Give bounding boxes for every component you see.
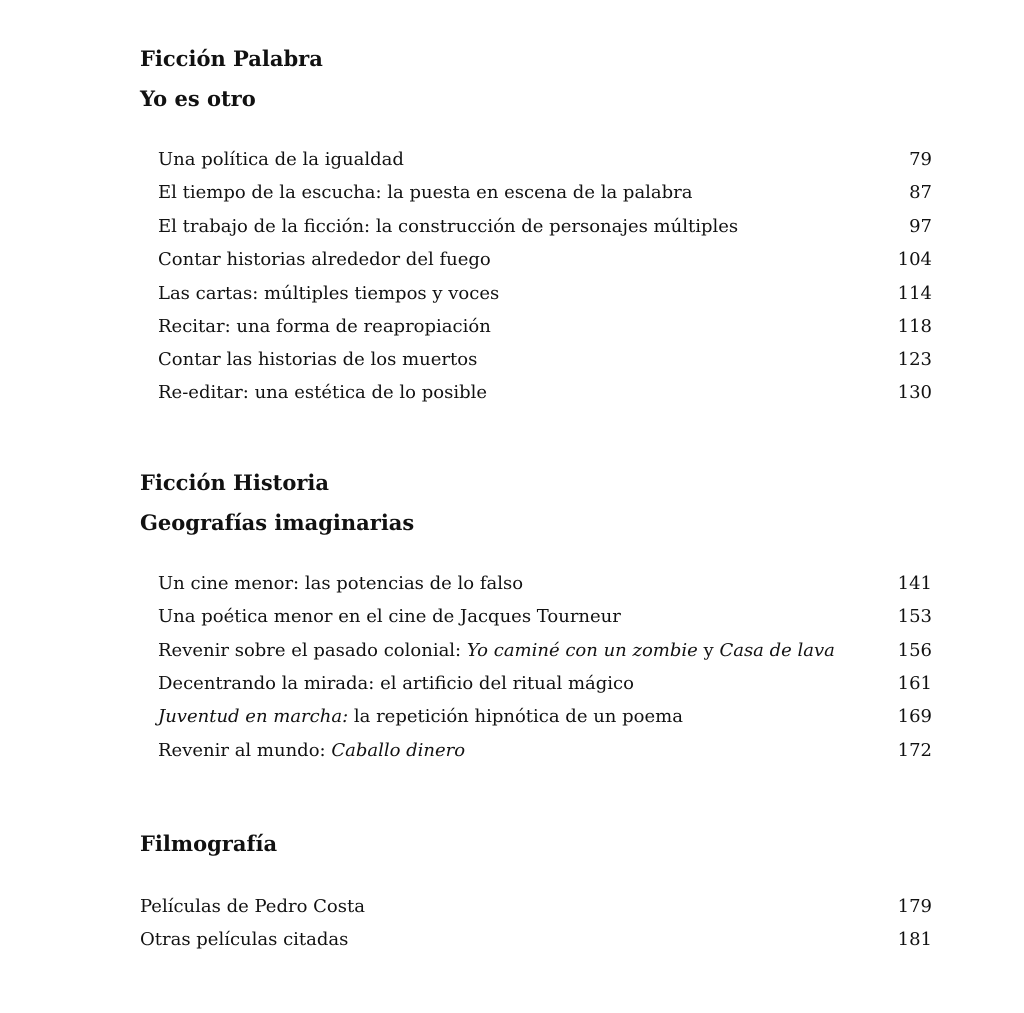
toc-entry[interactable]: [158, 212, 932, 242]
toc-entry[interactable]: [158, 378, 932, 408]
toc-entry-page: 179: [897, 896, 932, 917]
toc-entry-page: 130: [897, 382, 932, 403]
section-heading-ficcion-historia: Ficción Historia: [140, 470, 330, 495]
toc-entry[interactable]: [158, 636, 932, 666]
toc-entry-page: 97: [909, 216, 932, 237]
toc-entry[interactable]: [158, 602, 932, 632]
section-heading-filmografia: Filmografía: [140, 831, 278, 856]
toc-entry[interactable]: [140, 892, 932, 922]
toc-entry-title: Una política de la igualdad: [158, 149, 404, 170]
toc-entry-title: Contar las historias de los muertos: [158, 349, 478, 370]
toc-entry-page: 104: [897, 249, 932, 270]
toc-entry[interactable]: [158, 345, 932, 375]
toc-entry-title-part: Revenir al mundo:: [158, 740, 332, 761]
film-title-caballo-dinero: Caballo dinero: [331, 740, 466, 761]
toc-entry-page: 172: [897, 740, 932, 761]
toc-entry[interactable]: [158, 736, 932, 766]
toc-entry-page: 87: [909, 182, 932, 203]
toc-entry-title: Las cartas: múltiples tiempos y voces: [158, 283, 500, 304]
toc-entry-page: 156: [897, 640, 932, 661]
film-title-casa-de-lava: Casa de lava: [719, 640, 835, 661]
toc-entry-title: Otras películas citadas: [140, 929, 349, 950]
section-subheading-yo-es-otro: Yo es otro: [140, 86, 256, 111]
toc-entry-title: Películas de Pedro Costa: [140, 896, 365, 917]
toc-entry-title: Decentrando la mirada: el artificio del ritual mágico: [158, 673, 634, 694]
toc-entry-page: 79: [909, 149, 932, 170]
toc-entry-page: 181: [897, 929, 932, 950]
toc-entry[interactable]: [158, 145, 932, 175]
toc-entry-title: [158, 636, 835, 666]
toc-entry-title-part: Revenir sobre el pasado colonial:: [158, 640, 467, 661]
toc-entry[interactable]: [140, 925, 932, 955]
toc-entry-page: 123: [897, 349, 932, 370]
toc-entry-page: 153: [897, 606, 932, 627]
toc-entry-title: El trabajo de la ficción: la construcción de personajes múltiples: [158, 216, 739, 237]
toc-entry-page: 161: [897, 673, 932, 694]
toc-entry-page: 141: [897, 573, 932, 594]
section-subheading-geografias-imaginarias: Geografías imaginarias: [140, 510, 415, 535]
toc-entry-title: Una poética menor en el cine de Jacques Tourneur: [158, 606, 621, 627]
toc-entry-page: 169: [897, 706, 932, 727]
toc-entry[interactable]: [158, 569, 932, 599]
toc-entry[interactable]: [158, 312, 932, 342]
toc-entry-title: El tiempo de la escucha: la puesta en escena de la palabra: [158, 182, 693, 203]
section-heading-ficcion-palabra: Ficción Palabra: [140, 46, 323, 71]
toc-entry[interactable]: [158, 702, 932, 732]
toc-entry-title: [158, 702, 683, 732]
toc-entry-title-part: la repetición hipnótica de un poema: [348, 706, 683, 727]
toc-entry[interactable]: [158, 669, 932, 699]
toc-entry-page: 114: [897, 283, 932, 304]
toc-entry-title-part: y: [697, 640, 720, 661]
toc-entry-title: Recitar: una forma de reapropiación: [158, 316, 491, 337]
toc-entry-page: 118: [897, 316, 932, 337]
toc-entry-title: [158, 736, 465, 766]
toc-entry[interactable]: [158, 245, 932, 275]
toc-entry-title: Re-editar: una estética de lo posible: [158, 382, 488, 403]
toc-entry-title: Contar historias alrededor del fuego: [158, 249, 491, 270]
toc-entry[interactable]: [158, 178, 932, 208]
film-title-juventud-en-marcha: Juventud en marcha:: [158, 706, 349, 727]
toc-entry[interactable]: [158, 279, 932, 309]
toc-entry-title: Un cine menor: las potencias de lo falso: [158, 573, 524, 594]
film-title-yo-camine: Yo caminé con un zombie: [466, 640, 698, 661]
